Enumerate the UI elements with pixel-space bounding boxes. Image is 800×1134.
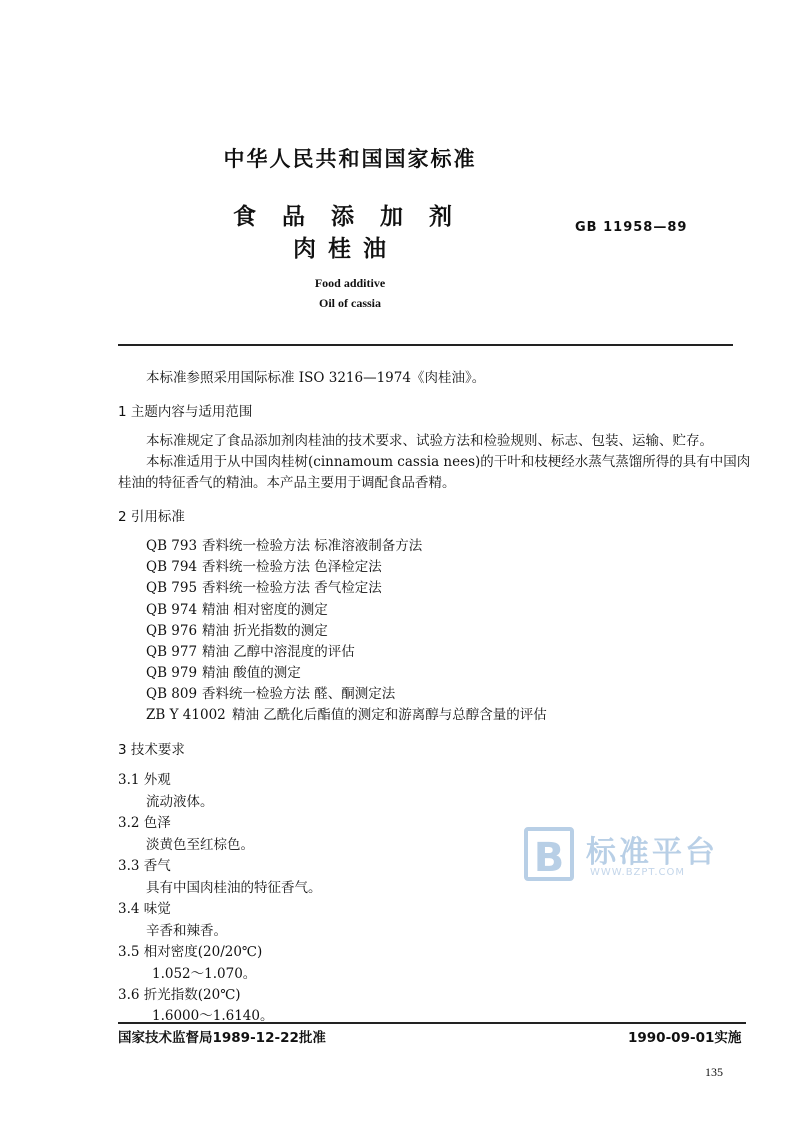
footer-divider — [118, 1022, 746, 1024]
reference-title: 香料统一检验方法 色泽检定法 — [202, 559, 382, 575]
reference-item — [146, 619, 328, 639]
reference-item — [146, 661, 301, 681]
reference-item — [146, 534, 422, 554]
document-title-line2: 肉桂油 — [293, 236, 398, 262]
requirement-label: 3.2 色泽 — [118, 815, 171, 831]
effective-date: 1990-09-01实施 — [628, 1030, 742, 1046]
header-divider — [118, 344, 733, 346]
standard-code: GB 11958—89 — [575, 220, 688, 235]
requirement-label: 3.4 味觉 — [118, 901, 171, 917]
reference-code: QB 795 — [146, 580, 198, 596]
reference-title: 香料统一检验方法 醛、酮测定法 — [202, 686, 396, 702]
reference-title: 精油 乙醇中溶混度的评估 — [202, 644, 355, 660]
requirement-value: 具有中国肉桂油的特征香气。 — [146, 880, 322, 896]
approval-note: 国家技术监督局1989-12-22批准 — [118, 1030, 326, 1046]
requirement-label: 3.1 外观 — [118, 772, 171, 788]
section1-para1: 本标准规定了食品添加剂肉桂油的技术要求、试验方法和检验规则、标志、包装、运输、贮存。 — [146, 433, 713, 449]
reference-code: QB 976 — [146, 623, 198, 639]
reference-title: 香料统一检验方法 标准溶液制备方法 — [202, 538, 423, 554]
requirement-label: 3.5 相对密度(20/20℃) — [118, 944, 263, 960]
reference-code: ZB Y 41002 — [146, 707, 226, 723]
requirement-label: 3.3 香气 — [118, 858, 171, 874]
requirement-value: 流动液体。 — [146, 794, 214, 810]
section2-heading: 2 引用标准 — [118, 509, 185, 525]
reference-code: QB 977 — [146, 644, 198, 660]
reference-code: QB 974 — [146, 602, 198, 618]
english-title-line1: Food additive — [314, 276, 386, 290]
section1-para2-line1: 本标准适用于从中国肉桂树(cinnamoum cassia nees)的干叶和枝梗经水蒸气蒸馏所得的具有中国肉 — [146, 454, 751, 470]
national-standard-heading: 中华人民共和国国家标准 — [223, 147, 477, 171]
intro-text: 本标准参照采用国际标准 ISO 3216—1974《肉桂油》。 — [146, 370, 486, 386]
reference-code: QB 793 — [146, 538, 198, 554]
watermark-url: WWW.BZPT.COM — [590, 867, 686, 878]
reference-code: QB 979 — [146, 665, 198, 681]
reference-title: 香料统一检验方法 香气检定法 — [202, 580, 382, 596]
reference-item — [146, 555, 382, 575]
requirement-value: 淡黄色至红棕色。 — [146, 837, 254, 853]
requirement-value: 1.6000～1.6140。 — [152, 1008, 274, 1024]
reference-code: QB 809 — [146, 686, 198, 702]
reference-item — [146, 576, 382, 596]
reference-title: 精油 折光指数的测定 — [202, 623, 328, 639]
document-title-line1: 食品添加剂 — [233, 204, 478, 230]
reference-code: QB 794 — [146, 559, 198, 575]
reference-title: 精油 乙酰化后酯值的测定和游离醇与总醇含量的评估 — [232, 707, 547, 723]
reference-item — [146, 682, 395, 702]
reference-title: 精油 相对密度的测定 — [202, 602, 328, 618]
reference-item — [146, 640, 355, 660]
section1-heading: 1 主题内容与适用范围 — [118, 404, 253, 420]
requirement-value: 1.052～1.070。 — [152, 966, 257, 982]
page-number: 135 — [705, 1065, 723, 1079]
watermark-brand: 标准平台 — [586, 835, 718, 870]
reference-item — [146, 703, 547, 723]
reference-title: 精油 酸值的测定 — [202, 665, 301, 681]
reference-item — [146, 598, 328, 618]
requirement-value: 辛香和辣香。 — [146, 923, 227, 939]
requirement-label: 3.6 折光指数(20℃) — [118, 987, 241, 1003]
section1-para2-line2: 桂油的特征香气的精油。本产品主要用于调配食品香精。 — [118, 475, 456, 491]
english-title-line2: Oil of cassia — [319, 296, 381, 310]
section3-heading: 3 技术要求 — [118, 742, 185, 758]
bzpt-logo-icon: B — [524, 827, 574, 881]
